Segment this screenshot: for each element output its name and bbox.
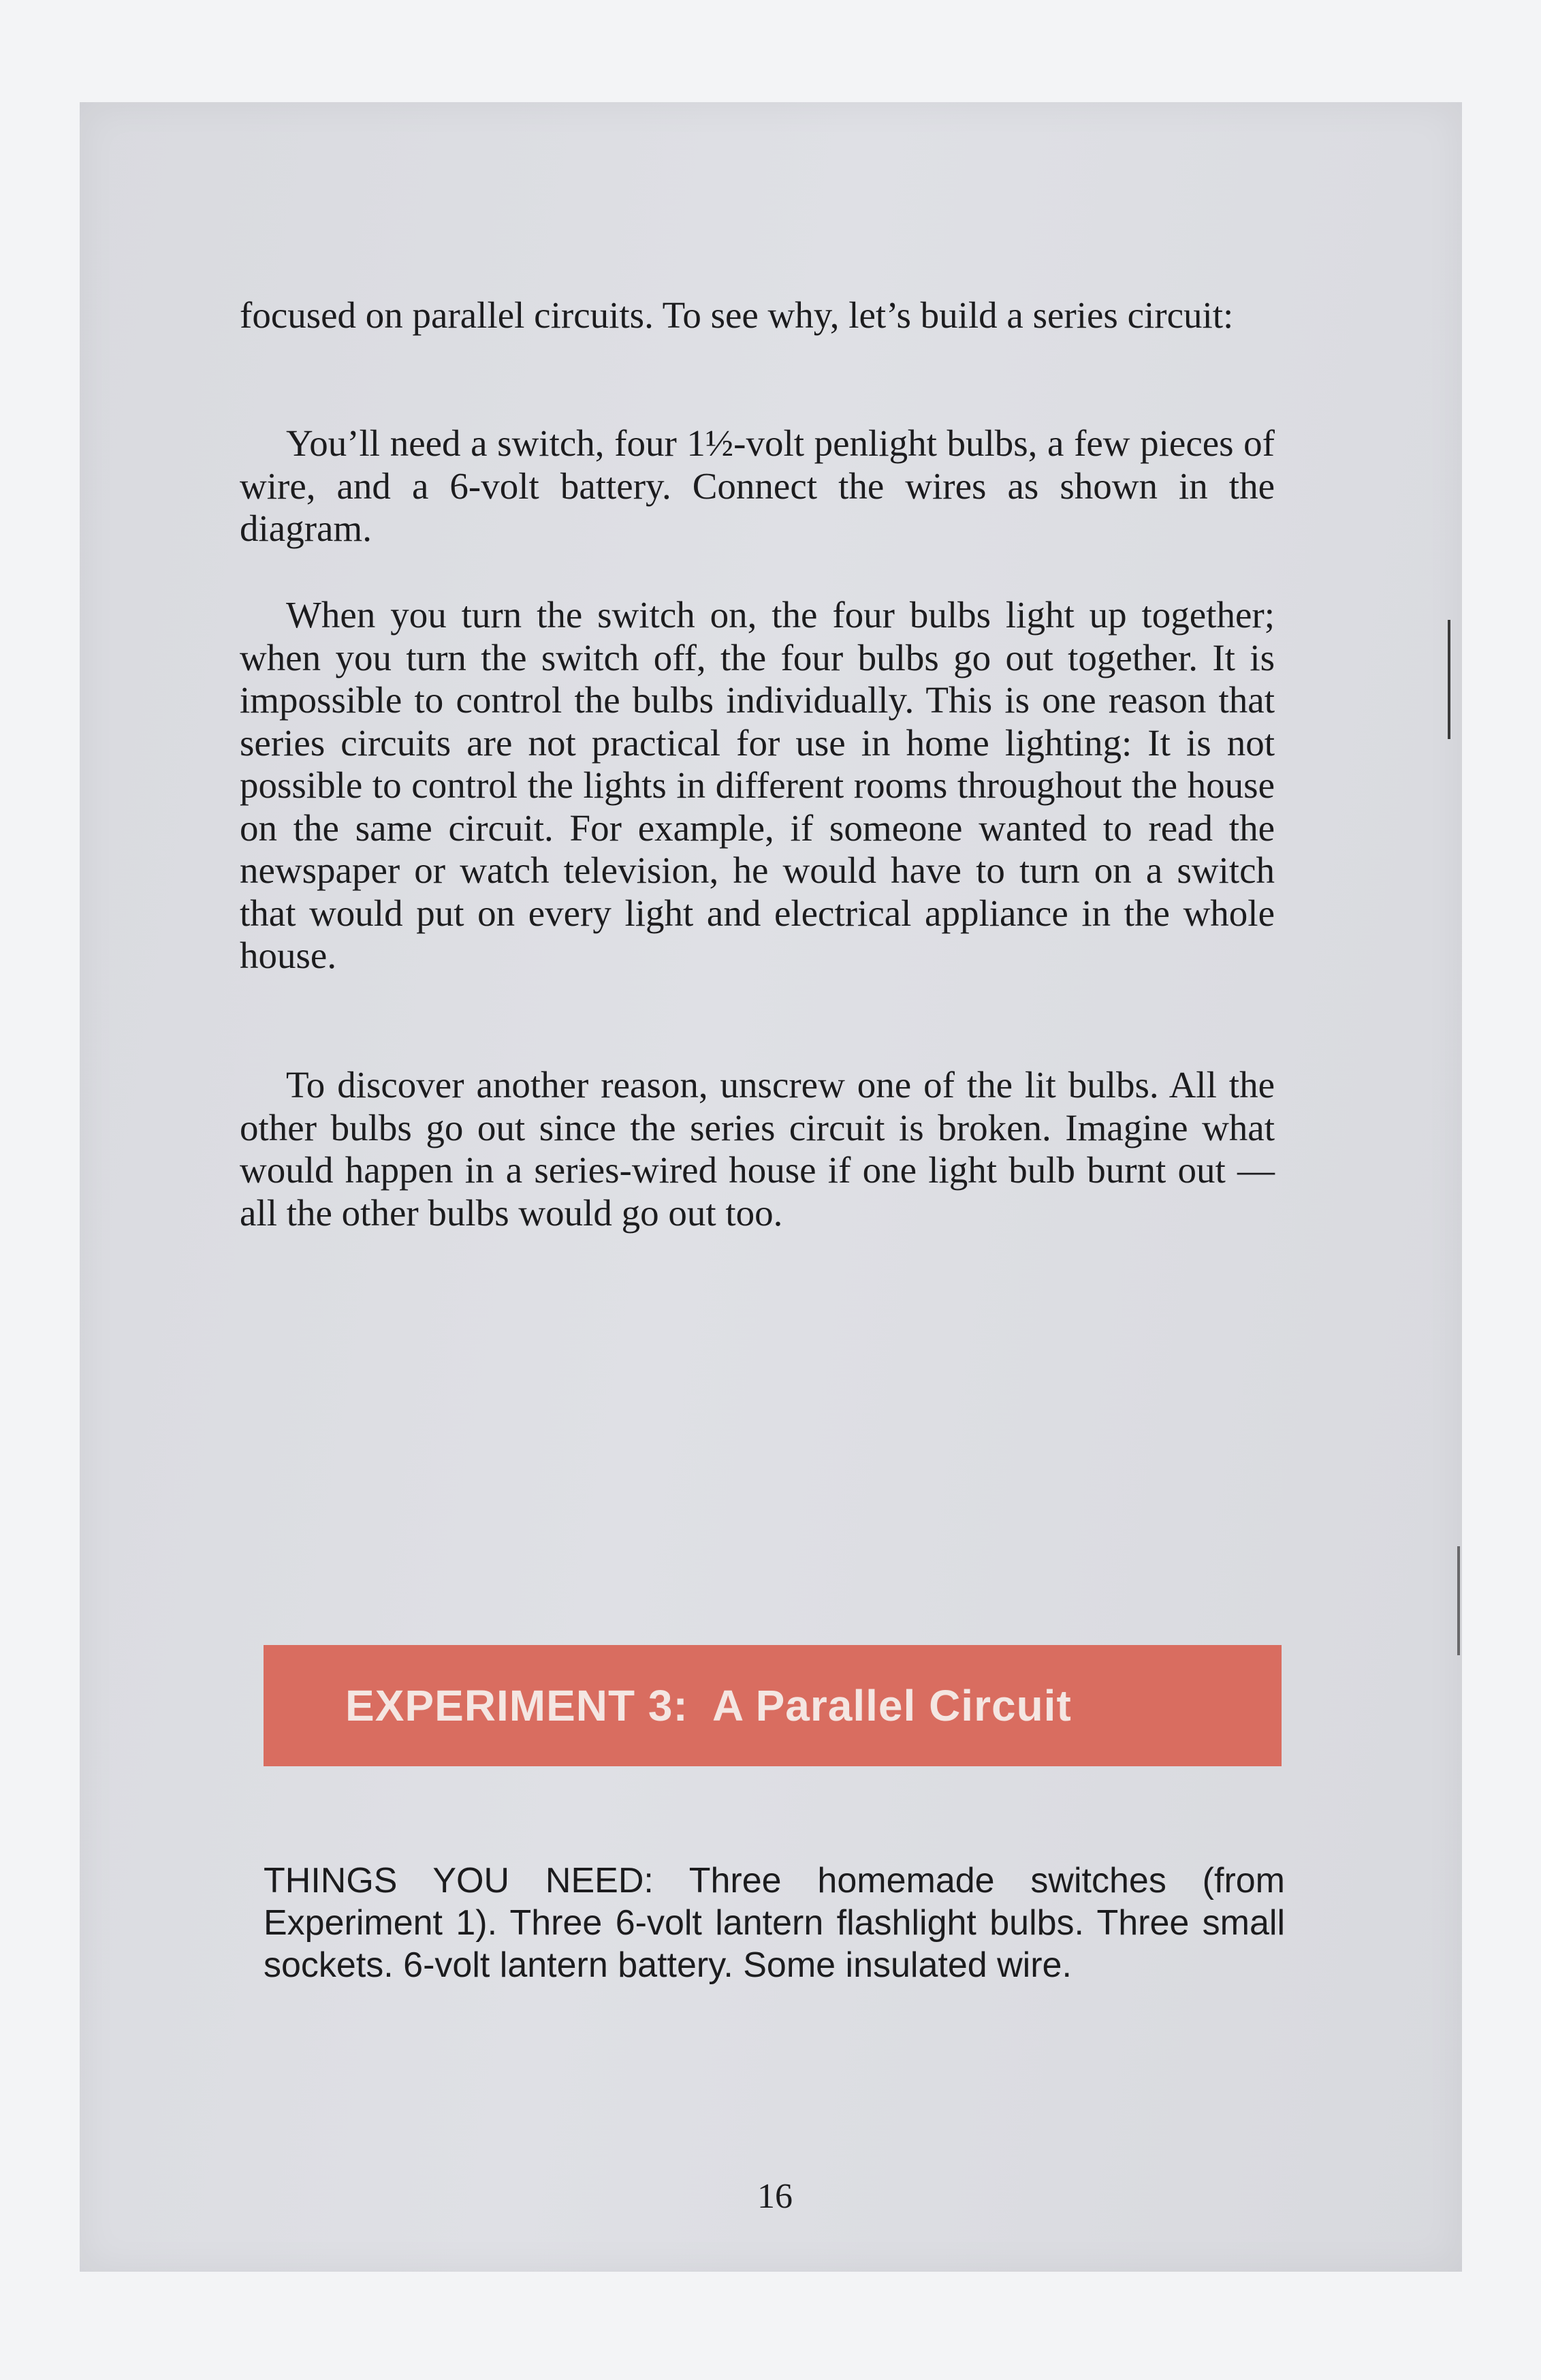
things-you-need: THINGS YOU NEED: Three homemade switches (from Experiment 1). Three 6-volt lantern flashlight bulbs. Three small sockets. 6-volt lantern battery. Some insulated wire. — [264, 1861, 1285, 1985]
binding-mark — [1448, 620, 1450, 739]
paragraph-materials: You’ll need a switch, four 1½-volt penlight bulbs, a few pieces of wire, and a 6-volt battery. Connect the wires as shown in the diagram. — [240, 422, 1275, 549]
paragraph-continuation: focused on parallel circuits. To see why, let’s build a series circuit: — [240, 294, 1234, 336]
binding-mark — [1457, 1546, 1460, 1655]
experiment-banner — [264, 1645, 1282, 1766]
book-page — [80, 102, 1462, 2272]
paragraph-broken-circuit: To discover another reason, unscrew one of the lit bulbs. All the other bulbs go out since the series circuit is broken. Imagine what would happen in a series-wired house if one light bulb burnt out — all the other bulbs would go out too. — [240, 1064, 1275, 1234]
page-number: 16 — [757, 2177, 793, 2216]
paragraph-switch-behavior: When you turn the switch on, the four bulbs light up together; when you turn the switch off, the four bulbs go out together. It is impossible to control the bulbs individually. This is one reason that series circuits are not practical for use in home lighting: It is not possible to control the lights in different rooms throughout the house on the same circuit. For example, if someone wanted to read the newspaper or watch television, he would have to turn on a switch that would put on every light and electrical appliance in the whole house. — [240, 594, 1275, 976]
experiment-title: EXPERIMENT 3: A Parallel Circuit — [345, 1681, 1072, 1730]
